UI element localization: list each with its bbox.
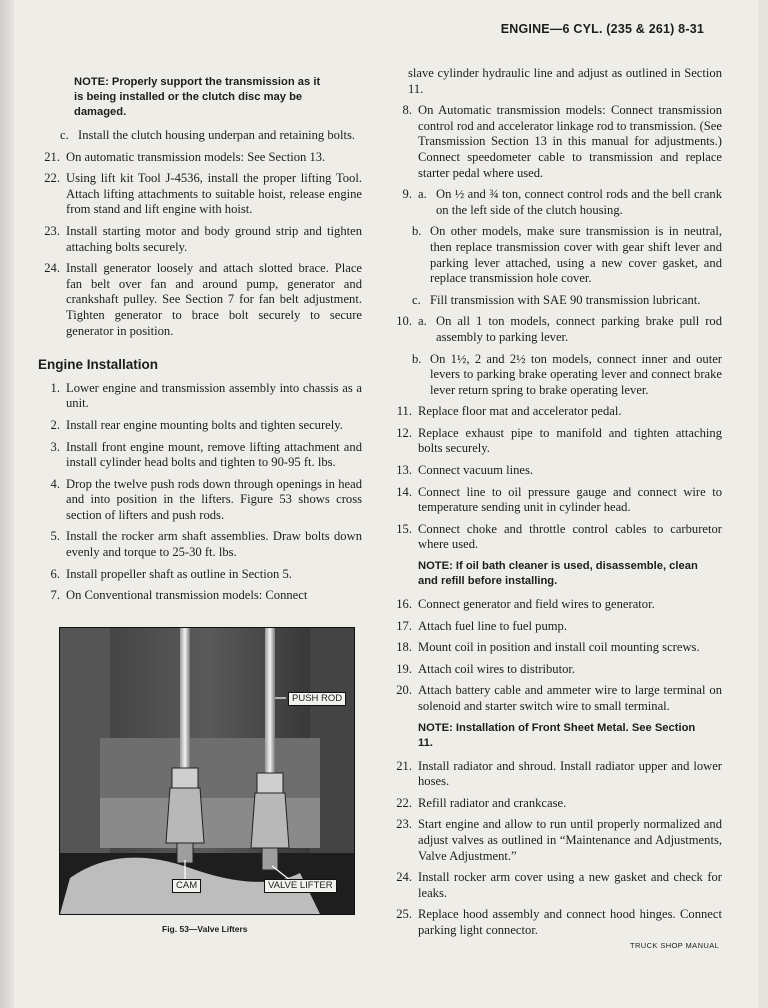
step-number: 18. — [396, 640, 412, 655]
step-letter: b. — [412, 351, 422, 366]
step-text: Replace exhaust pipe to manifold and tighten attaching bolts securely. — [418, 425, 722, 456]
step-number: 13. — [396, 463, 412, 478]
step-text: Install front engine mount, remove lifting attachment and install cylinder head bolts and tighten to 90-95 ft. lbs. — [66, 439, 362, 470]
step-number: 2. — [50, 417, 60, 432]
step-text: Connect generator and field wires to generator. — [418, 597, 655, 612]
step-number: 12. — [396, 425, 412, 440]
section-title-engine-installation: Engine Installation — [38, 357, 159, 373]
step-letter: a. — [418, 314, 427, 329]
step-letter: b. — [412, 224, 422, 239]
step-number: 23. — [44, 223, 60, 238]
step-number: 21. — [396, 758, 412, 773]
step-number: 14. — [396, 484, 412, 499]
step-text: Start engine and allow to run until properly normalized and adjust valves as outlined in “Maintenance and Adjustments, Valve Adjustment.” — [418, 817, 722, 863]
note-oil-bath-cleaner: NOTE: If oil bath cleaner is used, disassemble, clean and refill before installing. — [418, 560, 698, 588]
step-10a — [386, 314, 722, 345]
step-9a — [386, 187, 722, 218]
step-text: Using lift kit Tool J-4536, install the proper lifting Tool. Attach lifting attachments to suitable hoist, release engine from stand and lift engine with hoist. — [66, 171, 362, 217]
page-binding-edge — [0, 0, 14, 1008]
install-step-6 — [34, 567, 362, 583]
install-step-4 — [34, 477, 362, 524]
step-24-right — [386, 870, 722, 901]
step-16 — [386, 597, 722, 613]
step-number: 7. — [50, 588, 60, 603]
step-number: 20. — [396, 683, 412, 698]
note-front-sheet-metal: NOTE: Installation of Front Sheet Metal. See Section 11. — [418, 721, 696, 749]
step-text: On other models, make sure transmission is in neutral, then replace transmission cover with gear shift lever and parking lever attached, using a new cover gasket, and replace transmission hole cover. — [430, 224, 722, 286]
step-13 — [386, 463, 722, 479]
step-24 — [34, 261, 362, 339]
step-22-right — [386, 796, 722, 812]
step-23 — [34, 224, 362, 255]
step-number: 24. — [44, 261, 60, 276]
step-number: 11. — [396, 404, 412, 419]
step-text: Connect choke and throttle control cables to carburetor where used. — [418, 521, 722, 552]
install-step-3 — [34, 440, 362, 471]
step-text: Attach battery cable and ammeter wire to large terminal on solenoid and starter switch wire to small terminal. — [418, 683, 722, 713]
step-text: Fill transmission with SAE 90 transmission lubricant. — [430, 292, 701, 307]
step-text: Install rocker arm cover using a new gasket and check for leaks. — [418, 870, 722, 900]
step-number: 24. — [396, 870, 412, 885]
step-text: On Conventional transmission models: Connect — [66, 588, 308, 603]
step-text: Lower engine and transmission assembly into chassis as a unit. — [66, 380, 362, 411]
step-text: Refill radiator and crankcase. — [418, 795, 567, 810]
step-text: Attach coil wires to distributor. — [418, 661, 576, 676]
step-text: On automatic transmission models: See Section 13. — [66, 149, 326, 164]
label-push-rod: PUSH ROD — [288, 692, 346, 706]
step-text: On ½ and ¾ ton, connect control rods and the bell crank on the left side of the clutch housing. — [436, 187, 722, 217]
note-support-transmission: NOTE: Properly support the transmission as it is being installed or the clutch disc may be damaged. — [74, 76, 321, 118]
step-text: Install radiator and shroud. Install radiator upper and lower hoses. — [418, 758, 722, 789]
install-step-5 — [34, 529, 362, 560]
step-15 — [386, 522, 722, 553]
step-c-underpan — [34, 128, 362, 144]
step-text: Replace floor mat and accelerator pedal. — [418, 404, 622, 419]
step-number: 8. — [402, 103, 412, 118]
step-text: Mount coil in position and install coil mounting screws. — [418, 640, 700, 655]
step-21 — [34, 150, 362, 166]
step-23-right — [386, 817, 722, 864]
install-step-7 — [34, 588, 362, 604]
label-valve-lifter: VALVE LIFTER — [264, 879, 337, 893]
step-number: 6. — [50, 566, 60, 581]
label-cam: CAM — [172, 879, 201, 893]
step-letter: c. — [60, 128, 69, 142]
step-text: Install the clutch housing underpan and retaining bolts. — [78, 128, 356, 142]
install-step-2 — [34, 418, 362, 434]
step-text: Install generator loosely and attach slotted brace. Place fan belt over fan and around pump, generator and crankshaft pulley. See Section 7 for fan belt adjustment. Tighten generator to brace bolt securely to secure generator in position. — [66, 261, 362, 338]
step-25-right — [386, 907, 722, 938]
step-number: 1. — [50, 380, 60, 395]
step-number: 21. — [44, 149, 60, 164]
step-number: 22. — [396, 795, 412, 810]
step-9c — [386, 293, 722, 309]
step-letter: a. — [418, 187, 427, 202]
step-7-continued: slave cylinder hydraulic line and adjust as outlined in Section 11. — [408, 66, 722, 96]
step-text: Attach fuel line to fuel pump. — [418, 618, 567, 633]
step-8 — [386, 103, 722, 181]
step-19 — [386, 662, 722, 678]
left-column — [34, 73, 362, 610]
step-text: On 1½, 2 and 2½ ton models, connect inner and outer levers to parking brake operating lever and connect brake lever return spring to brake operating lever. — [430, 351, 722, 397]
valve-lifter-figure — [59, 627, 355, 915]
step-number: 17. — [396, 618, 412, 633]
step-18 — [386, 640, 722, 656]
step-22 — [34, 171, 362, 218]
step-number: 9. — [402, 187, 412, 202]
step-17 — [386, 619, 722, 635]
step-text: Drop the twelve push rods down through openings in head and into position in the lifters. Figure 53 shows cross section of lifters and push rods. — [66, 476, 362, 522]
step-number: 19. — [396, 661, 412, 676]
step-letter: c. — [412, 292, 421, 307]
step-number: 15. — [396, 521, 412, 536]
step-text: On all 1 ton models, connect parking brake pull rod assembly to parking lever. — [436, 314, 722, 344]
right-column — [386, 66, 722, 945]
step-text: Connect line to oil pressure gauge and connect wire to temperature sending unit in cylinder head. — [418, 484, 722, 515]
step-20 — [386, 683, 722, 714]
figure-caption: Fig. 53—Valve Lifters — [162, 924, 248, 934]
step-text: Replace hood assembly and connect hood hinges. Connect parking light connector. — [418, 907, 722, 937]
step-number: 10. — [396, 314, 412, 329]
step-number: 25. — [396, 907, 412, 922]
step-number: 23. — [396, 817, 412, 832]
step-10b — [386, 352, 722, 399]
install-step-1 — [34, 381, 362, 412]
step-number: 3. — [50, 439, 60, 454]
step-number: 16. — [396, 597, 412, 612]
step-text: Install propeller shaft as outline in Section 5. — [66, 566, 292, 581]
step-text: Install rear engine mounting bolts and tighten securely. — [66, 417, 343, 432]
step-text: On Automatic transmission models: Connect transmission control rod and accelerator linkage rod to transmission. (See Transmission Section 13 in this manual for adjustments.) Connect speedometer cable to transmission and replace starter pedal where used. — [418, 103, 722, 180]
step-text: Connect vacuum lines. — [418, 463, 534, 478]
step-21-right — [386, 759, 722, 790]
step-text: Install the rocker arm shaft assemblies. Draw bolts down evenly and torque to 25-30 ft. lbs. — [66, 529, 362, 560]
step-9b — [386, 224, 722, 286]
step-number: 22. — [44, 171, 60, 186]
step-12 — [386, 426, 722, 457]
step-number: 5. — [50, 529, 60, 544]
step-number: 4. — [50, 476, 60, 491]
page-footer: TRUCK SHOP MANUAL — [630, 941, 720, 950]
page-header: ENGINE—6 CYL. (235 & 261) 8-31 — [500, 22, 704, 36]
valve-lifter-illustration — [60, 628, 354, 914]
step-text: Install starting motor and body ground strip and tighten attaching bolts securely. — [66, 223, 362, 254]
step-14 — [386, 485, 722, 516]
step-11 — [386, 404, 722, 420]
